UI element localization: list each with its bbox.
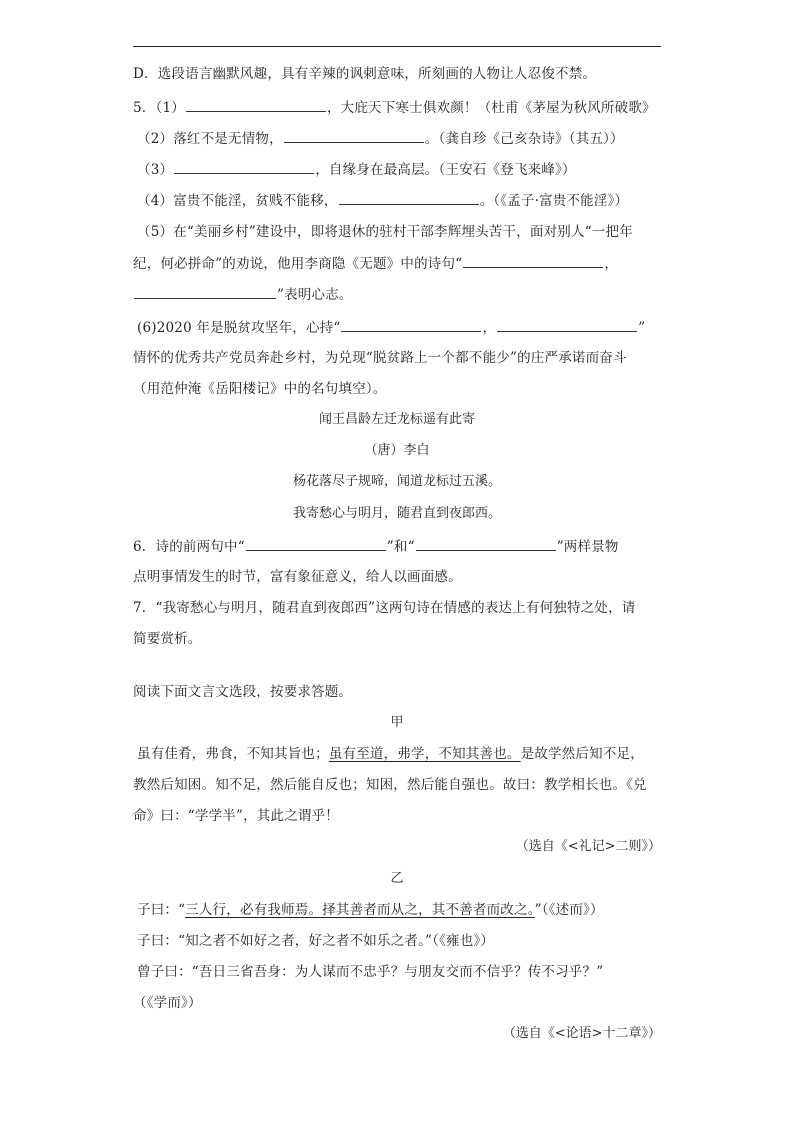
question-5-part-6-line1 [137, 318, 677, 337]
q6-after: ”两样景物 [556, 539, 619, 555]
option-d: D．选段语言幽默风趣，具有辛辣的讽刺意味，所刻画的人物让人忍俊不禁。 [133, 66, 597, 82]
q5-p2-before: （2）落红不是无情物， [137, 131, 283, 147]
q5-p1-after: ，大庇天下寒士俱欢颜！（杜甫《茅屋为秋风所破歌》 [326, 100, 656, 116]
reading-intro: 阅读下面文言文选段，按要求答题。 [133, 684, 353, 700]
q5-p6-l1-mid: ， [482, 320, 497, 336]
answer-blank[interactable] [174, 160, 314, 174]
jia-l1-a: 虽有佳肴，弗食，不知其旨也； [137, 746, 329, 762]
answer-blank[interactable] [134, 285, 276, 299]
poem-line-2: 我寄愁心与明月，随君直到夜郎西。 [292, 506, 501, 521]
question-5-part-1 [133, 98, 673, 117]
question-5-part-6-line2: 情怀的优秀共产党员奔赴乡村，为兑现“脱贫路上一个都不能少”的庄严承诺而奋斗 [133, 350, 627, 366]
q6-mid: ”和“ [386, 539, 415, 555]
answer-blank[interactable] [186, 98, 326, 112]
answer-blank[interactable] [284, 129, 424, 143]
q5-p5-l2-before: 纪，何必拼命”的劝说，他用李商隐《无题》中的诗句“ [133, 256, 463, 272]
answer-blank[interactable] [341, 318, 481, 332]
question-5-part-4 [137, 191, 677, 210]
question-7-line1: 7．“我寄愁心与明月，随君直到夜郎西”这两句诗在情感的表达上有何独特之处，请 [133, 600, 636, 616]
question-6-line2: 点明事情发生的时节，富有象征意义，给人以画面感。 [133, 569, 462, 585]
q5-p3-num: （3） [137, 162, 174, 178]
answer-blank[interactable] [497, 318, 637, 332]
q5-p4-after: 。（《孟子·富贵不能淫》） [479, 193, 629, 209]
jia-l1-b: 是故学然后知不足， [520, 746, 644, 762]
question-5-part-5-line2 [133, 254, 673, 273]
question-6-line1 [133, 537, 673, 556]
passage-jia-heading: 甲 [390, 715, 404, 730]
q5-p5-l2-after: ， [604, 256, 619, 272]
poem-line-1: 杨花落尽子规啼，闻道龙标过五溪。 [292, 474, 501, 489]
question-5-part-5-line3 [133, 285, 673, 304]
yi-underlined-sentence: 三人行，必有我师焉。择其善者而从之，其不善者而改之。 [185, 902, 535, 918]
passage-jia-line2: 教然后知困。知不足，然后能自反也；知困，然后能自强也。故曰：教学相长也。《兑 [133, 777, 647, 793]
yi-l1-a: 子曰：“ [137, 902, 186, 918]
q6-before: 6．诗的前两句中“ [133, 539, 245, 555]
poem-title: 闻王昌龄左迁龙标遥有此寄 [318, 412, 475, 427]
poem-author: （唐）李白 [364, 443, 430, 458]
answer-blank[interactable] [339, 191, 479, 205]
q5-p6-l1-before: (6)2020 年是脱贫攻坚年，心持“ [137, 320, 341, 336]
passage-yi-line2: 子曰：“知之者不如好之者，好之者不如乐之者。”（《雍也》） [137, 933, 495, 949]
yi-l1-b: ”（《述而》） [534, 902, 604, 918]
jia-underlined-sentence: 虽有至道，弗学，不知其善也。 [328, 746, 521, 762]
passage-jia-line1 [137, 745, 677, 763]
question-5-part-2 [137, 129, 677, 148]
passage-yi-line1 [137, 901, 677, 919]
passage-yi-heading: 乙 [390, 871, 404, 886]
q5-p2-after: 。（龚自珍《己亥杂诗》（其五）） [424, 131, 624, 147]
question-5-part-3 [137, 160, 677, 179]
q5-p3-after: ，自缘身在最高层。（王安石《登飞来峰》） [315, 162, 576, 178]
answer-blank[interactable] [463, 254, 603, 268]
passage-jia-source: （选自《<礼记>二则》） [515, 839, 661, 854]
answer-blank[interactable] [416, 537, 556, 551]
question-7-line2: 简要赏析。 [133, 631, 202, 647]
q5-p4-before: （4）富贵不能淫，贫贱不能移， [137, 193, 338, 209]
q5-p5-l3-after: ”表明心志。 [277, 287, 353, 303]
question-5-part-6-line3: （用范仲淹《岳阳楼记》中的名句填空）。 [133, 381, 387, 397]
passage-yi-line3: 曾子曰：“吾日三省吾身：为人谋而不忠乎？与朋友交而不信乎？传不习乎？” [137, 964, 604, 980]
header-rule [133, 46, 661, 47]
q5-p6-l1-after: ” [638, 320, 646, 336]
passage-jia-line3: 命》曰：“学学半”，其此之谓乎！ [133, 808, 340, 824]
answer-blank[interactable] [246, 537, 386, 551]
q5-p1-num: 5．（1） [133, 100, 185, 116]
question-5-part-5-line1: （5）在“美丽乡村”建设中，即将退休的驻村干部李辉埋头苦干，面对别人“一把年 [137, 224, 633, 240]
passage-yi-line4: （《学而》） [133, 995, 202, 1011]
passage-yi-source: （选自《<论语>十二章》） [502, 1026, 661, 1041]
